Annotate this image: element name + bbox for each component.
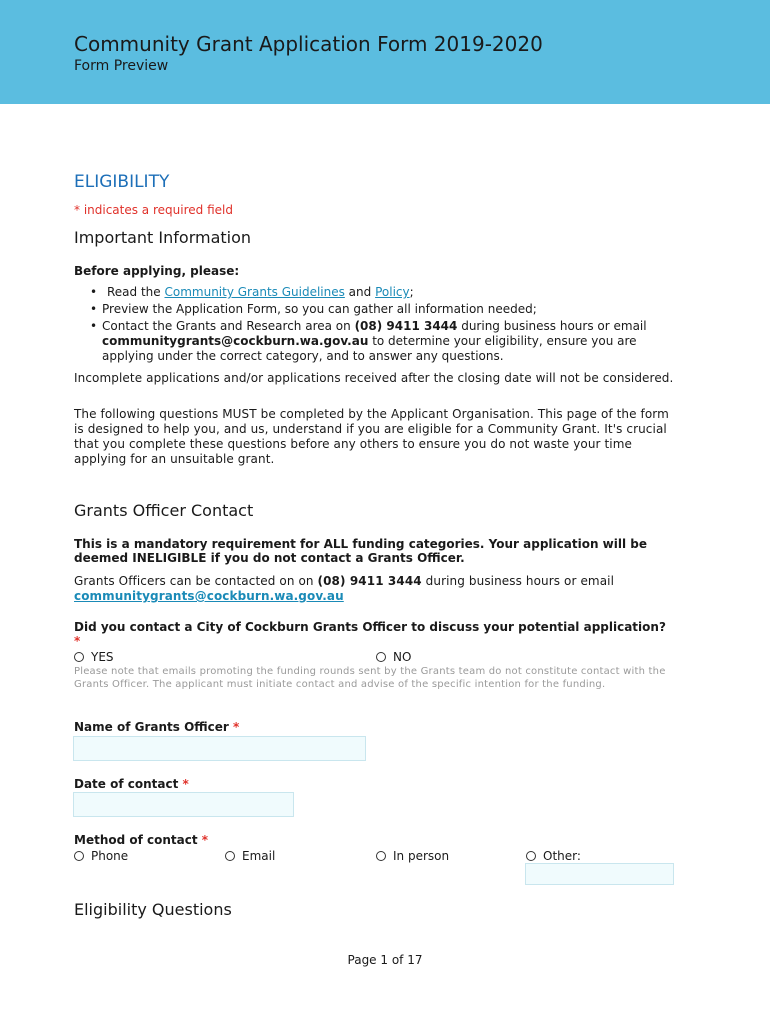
contact-info: Grants Officers can be contacted on on (08) 9411 3444 during business hours or email communitygrants@cockburn.wa.gov.au bbox=[74, 574, 615, 603]
radio-in-person[interactable]: In person bbox=[376, 849, 449, 863]
required-note: * indicates a required field bbox=[74, 203, 233, 217]
radio-yes[interactable]: YES bbox=[74, 650, 114, 664]
officer-name-input[interactable] bbox=[73, 736, 366, 761]
radio-other[interactable]: Other: bbox=[526, 849, 581, 863]
email-link[interactable]: communitygrants@cockburn.wa.gov.au bbox=[74, 589, 344, 603]
form-header bbox=[0, 0, 770, 104]
officer-name-label: Name of Grants Officer * bbox=[74, 720, 240, 734]
contact-date-label: Date of contact * bbox=[74, 777, 189, 791]
radio-no[interactable]: NO bbox=[376, 650, 411, 664]
checklist bbox=[90, 285, 680, 366]
method-label: Method of contact * bbox=[74, 833, 209, 847]
radio-circle-icon bbox=[376, 851, 386, 861]
form-subtitle: Form Preview bbox=[74, 58, 169, 74]
radio-circle-icon bbox=[376, 652, 386, 662]
form-title: Community Grant Application Form 2019-2020 bbox=[74, 32, 543, 56]
important-heading: Important Information bbox=[74, 228, 252, 247]
radio-circle-icon bbox=[225, 851, 235, 861]
officer-heading: Grants Officer Contact bbox=[74, 501, 254, 520]
list-item: • Contact the Grants and Research area on (08) 9411 3444 during business hours or email communitygrants@cockburn.wa.gov.au to determine your eligibility, ensure you are applying under the correct category, and to answer any questions. bbox=[90, 319, 680, 364]
guidelines-link[interactable]: Community Grants Guidelines bbox=[164, 285, 345, 299]
policy-link[interactable]: Policy bbox=[375, 285, 410, 299]
contact-question: Did you contact a City of Cockburn Grants Officer to discuss your potential application? * bbox=[74, 620, 666, 648]
intro-paragraph: The following questions MUST be completed by the Applicant Organisation. This page of the form is designed to help you, and us, understand if you are eligible for a Community Grant. It's crucial that you complete these questions before any others to ensure you do not waste your time applying for an unsuitable grant. bbox=[74, 407, 669, 466]
contact-hint: Please note that emails promoting the funding rounds sent by the Grants team do not constitute contact with the Grants Officer. The applicant must initiate contact and advise of the specific intention for the funding. bbox=[74, 666, 666, 690]
radio-circle-icon bbox=[74, 652, 84, 662]
other-method-input[interactable] bbox=[525, 863, 674, 885]
radio-circle-icon bbox=[74, 851, 84, 861]
list-item: • Preview the Application Form, so you can gather all information needed; bbox=[90, 302, 680, 317]
radio-phone[interactable]: Phone bbox=[74, 849, 128, 863]
list-item: • Read the Community Grants Guidelines and Policy; bbox=[90, 285, 680, 300]
before-applying: Before applying, please: bbox=[74, 264, 240, 278]
incomplete-note: Incomplete applications and/or applications received after the closing date will not be considered. bbox=[74, 371, 674, 385]
page-number: Page 1 of 17 bbox=[347, 953, 423, 967]
contact-date-input[interactable] bbox=[73, 792, 294, 817]
section-title: ELIGIBILITY bbox=[74, 172, 170, 192]
radio-circle-icon bbox=[526, 851, 536, 861]
eligibility-questions-heading: Eligibility Questions bbox=[74, 900, 232, 919]
radio-email[interactable]: Email bbox=[225, 849, 275, 863]
mandatory-note: This is a mandatory requirement for ALL funding categories. Your application will be deemed INELIGIBLE if you do not contact a Grants Officer. bbox=[74, 537, 647, 565]
